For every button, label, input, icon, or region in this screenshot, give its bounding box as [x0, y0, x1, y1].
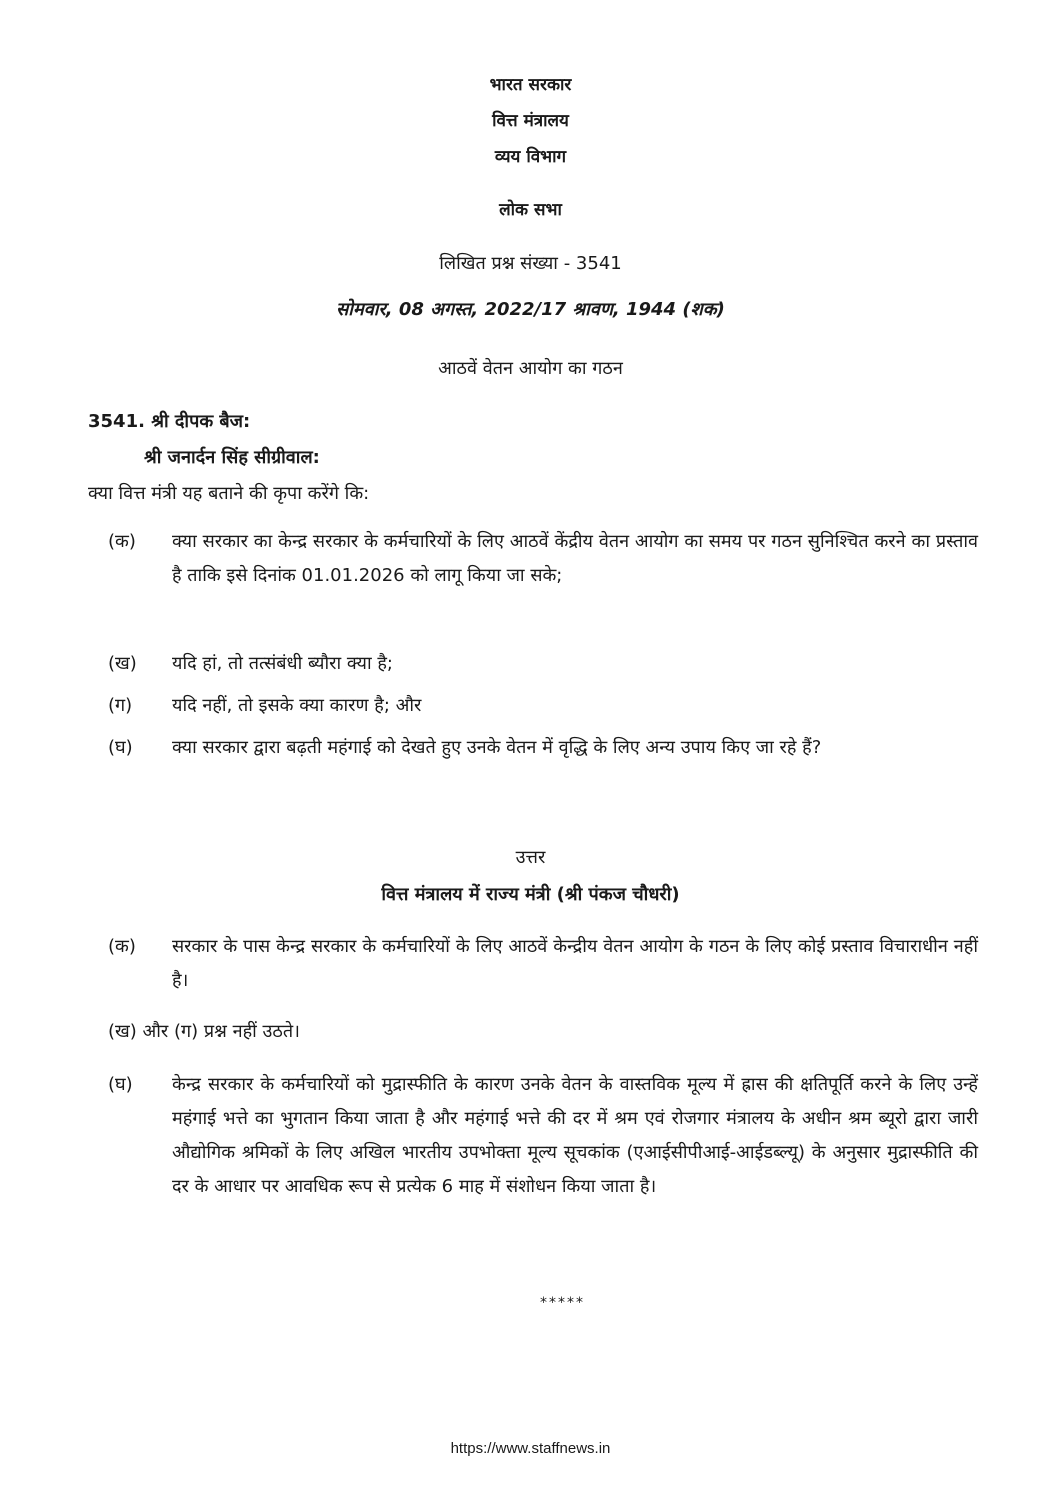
question-item-text: यदि हां, तो तत्संबंधी ब्यौरा क्या है; [172, 653, 393, 674]
question-item-label: (क) [108, 531, 136, 552]
question-intro: क्या वित्त मंत्री यह बताने की कृपा करेंगे कि: [88, 483, 370, 504]
answer-item-ka [108, 930, 978, 1002]
header-govt: भारत सरकार [489, 75, 572, 95]
header-ministry: वित्त मंत्रालय [492, 111, 569, 131]
question-date: सोमवार, 08 अगस्त, 2022/17 श्रावण, 1944 (शक) [336, 299, 725, 320]
footer-url: https://www.staffnews.in [450, 1440, 611, 1457]
answer-heading: उत्तर [515, 847, 546, 868]
question-item-label: (ग) [108, 695, 133, 716]
question-item-text: यदि नहीं, तो इसके क्या कारण है; और [172, 695, 422, 716]
question-item-gha [108, 731, 978, 803]
answer-minister: वित्त मंत्रालय में राज्य मंत्री (श्री पंकज चौधरी) [381, 884, 680, 905]
question-item-label: (ख) [108, 653, 137, 674]
header-department: व्यय विभाग [494, 147, 567, 167]
answer-item-text: सरकार के पास केन्द्र सरकार के कर्मचारियों के लिए आठवें केन्द्रीय वेतन आयोग के गठन के लिए कोई प्रस्ताव विचाराधीन नहीं है। [172, 936, 978, 991]
question-item-text: क्या सरकार का केन्द्र सरकार के कर्मचारियों के लिए आठवें केंद्रीय वेतन आयोग का समय पर गठन सुनिश्चित करने का प्रस्ताव है ताकि इसे दिनांक 01.01.2026 को लागू किया जा सके; [172, 531, 978, 586]
end-marker: ***** [540, 1295, 585, 1311]
answer-item-text: केन्द्र सरकार के कर्मचारियों को मुद्रास्फीति के कारण उनके वेतन के वास्तविक मूल्य में ह्रास की क्षतिपूर्ति करने के लिए उन्हें महंगाई भत्ते का भुगतान किया जाता है और महंगाई भत्ते की दर में श्रम एवं रोजगार मंत्रालय के अधीन श्रम ब्यूरो द्वारा जारी औद्योगिक श्रमिकों के लिए अखिल भारतीय उपभोक्ता मूल्य सूचकांक (एआईसीपीआई-आईडब्ल्यू) के अनुसार मुद्रास्फीति की दर के आधार पर आवधिक रूप से प्रत्येक 6 माह में संशोधन किया जाता है। [172, 1074, 978, 1197]
answer-item-label: (घ) [108, 1074, 133, 1095]
answer-item-kha-ga: (ख) और (ग) प्रश्न नहीं उठते। [108, 1021, 300, 1042]
member-name-1: 3541. श्री दीपक बैज: [88, 411, 251, 432]
question-item-label: (घ) [108, 737, 133, 758]
answer-item-gha [108, 1068, 978, 1278]
answer-item-label: (क) [108, 936, 136, 957]
question-item-ga [108, 689, 978, 725]
question-item-text: क्या सरकार द्वारा बढ़ती महंगाई को देखते हुए उनके वेतन में वृद्धि के लिए अन्य उपाय किए जा रहे हैं? [172, 737, 822, 758]
house-name: लोक सभा [499, 200, 562, 220]
question-item-kha [108, 647, 978, 683]
question-item-ka [108, 525, 978, 635]
member-name-2: श्री जनार्दन सिंह सीग्रीवाल: [144, 447, 320, 468]
question-number: लिखित प्रश्न संख्या - 3541 [439, 253, 622, 274]
question-subject: आठवें वेतन आयोग का गठन [438, 358, 623, 379]
